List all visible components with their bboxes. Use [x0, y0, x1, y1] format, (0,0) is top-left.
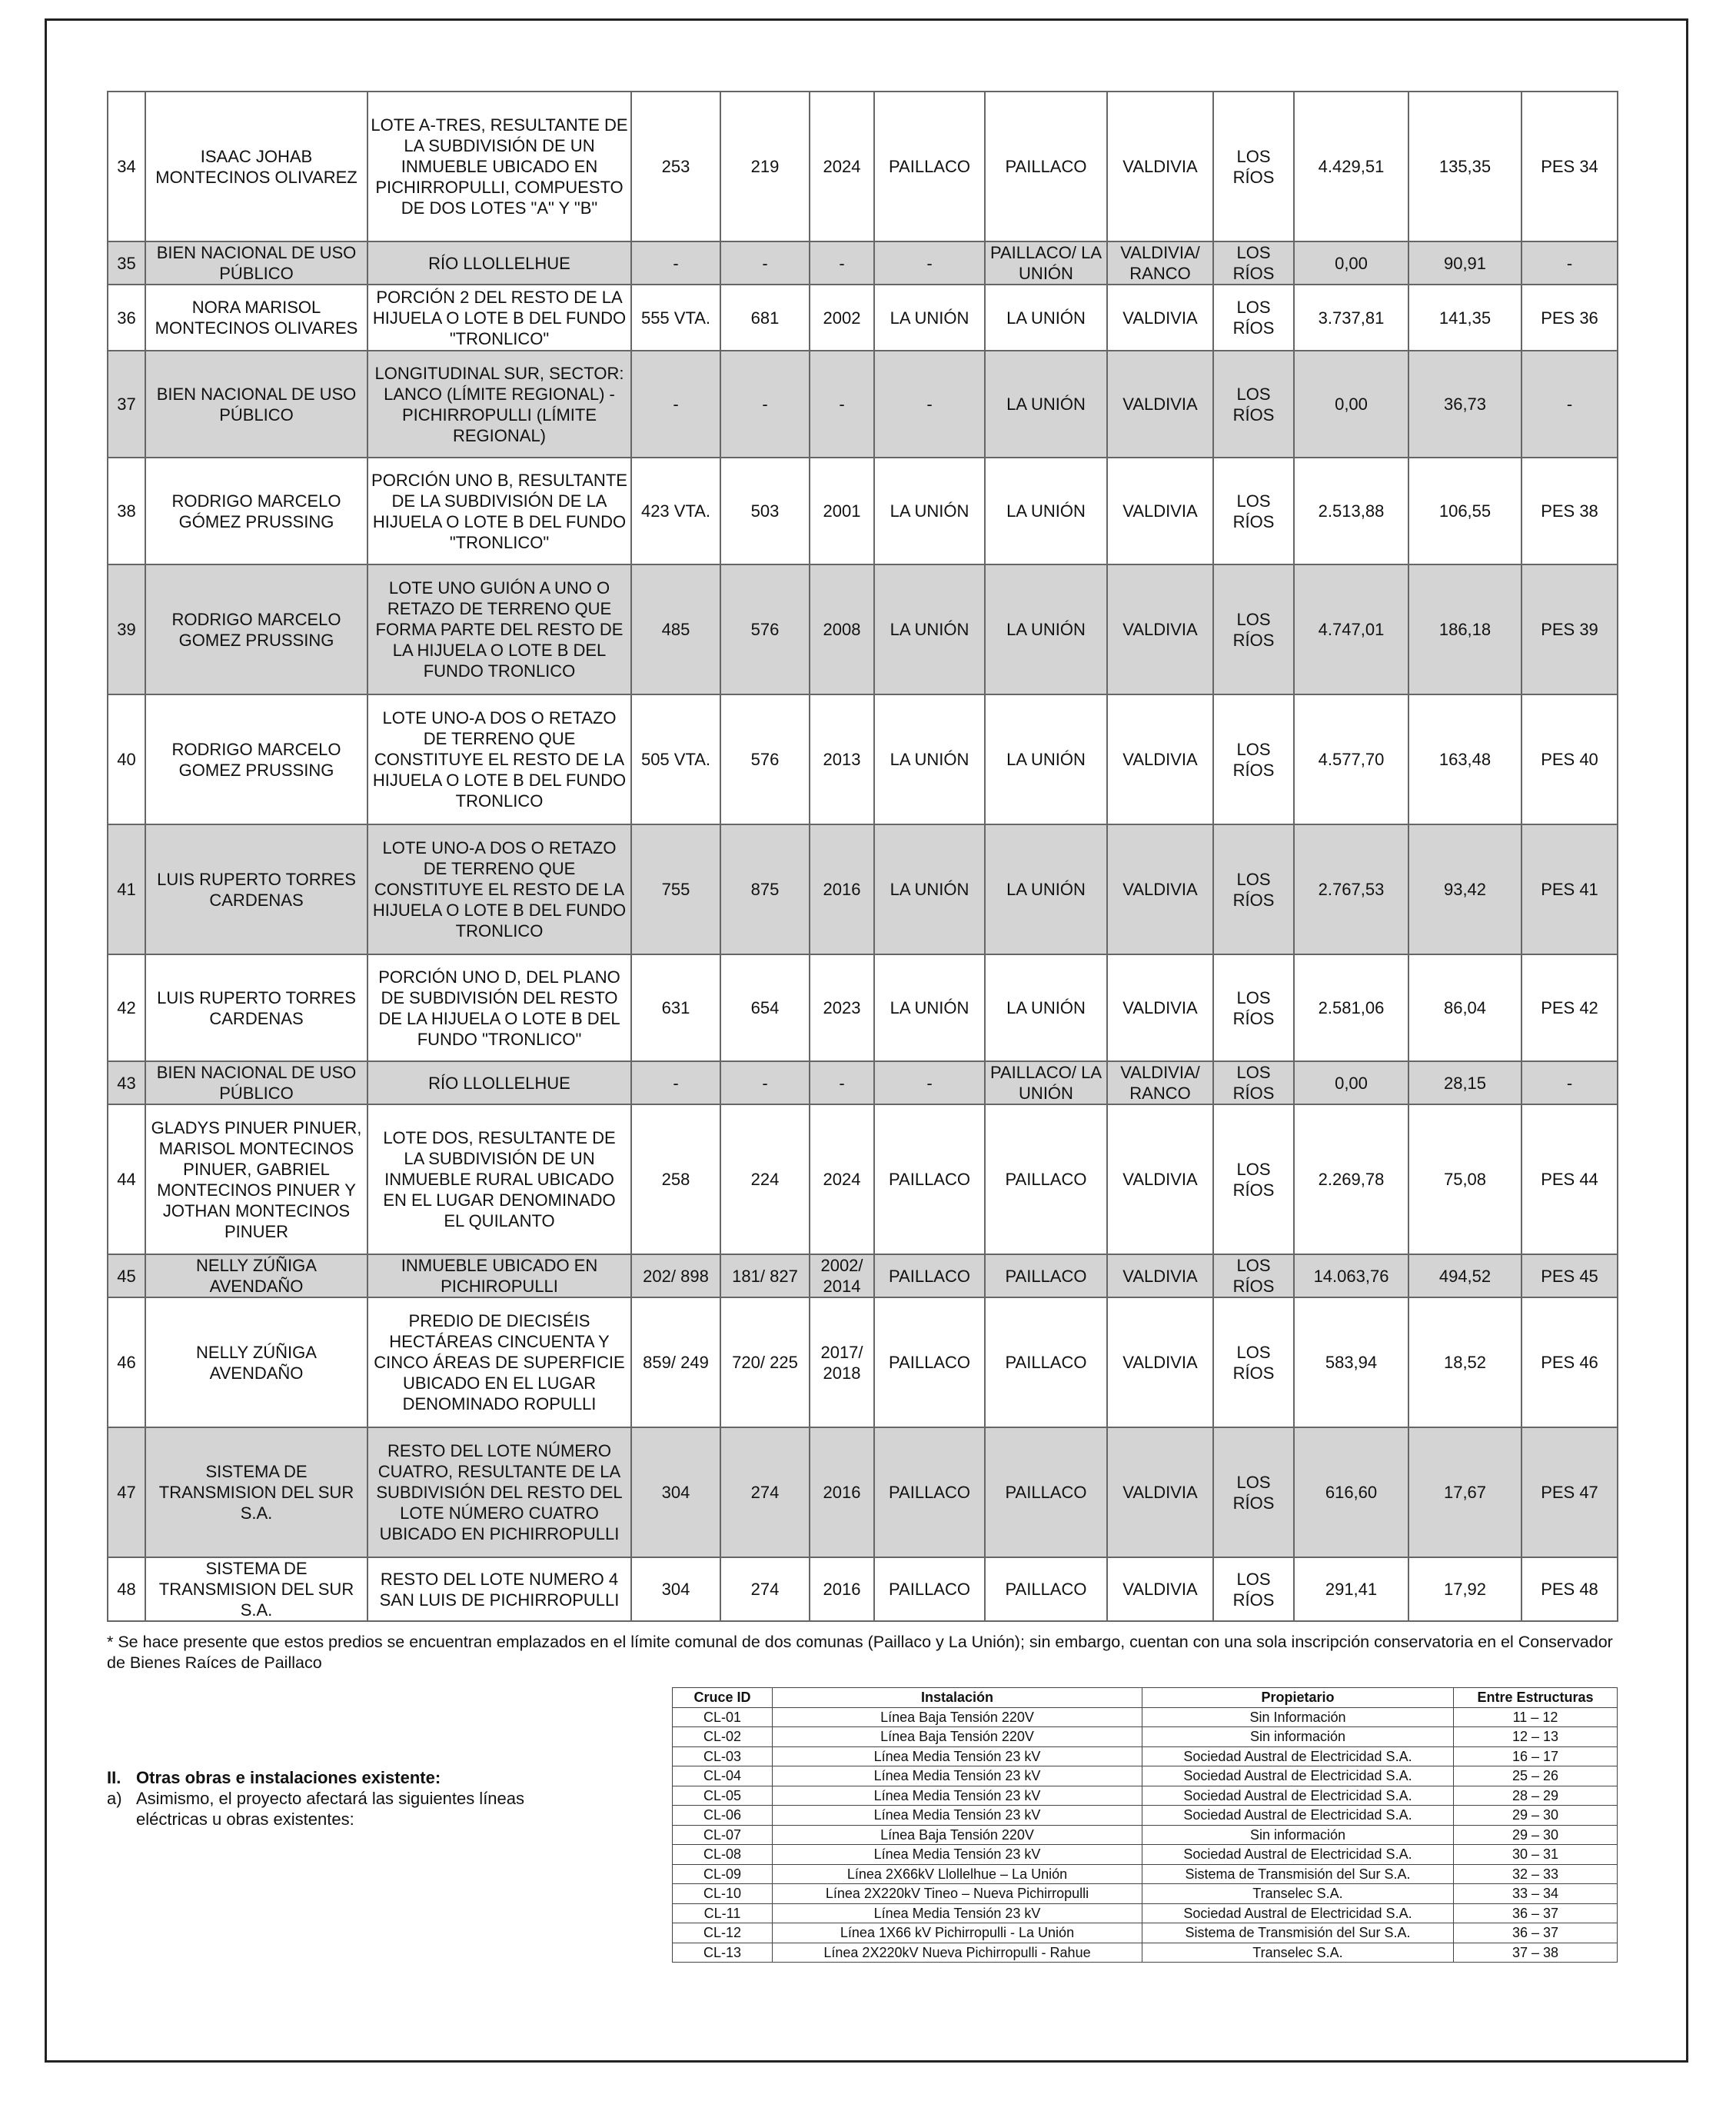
property-description-cell: LOTE DOS, RESULTANTE DE LA SUBDIVISIÓN DE UN INMUEBLE RURAL UBICADO EN EL LUGAR DENOMINADO EL QUILANTO: [367, 1104, 631, 1254]
year-cell: 2016: [810, 1427, 874, 1557]
inscription-number-cell: 224: [720, 1104, 810, 1254]
plan-id-cell: PES 45: [1521, 1254, 1618, 1297]
crossings-table: [672, 1687, 1618, 1963]
crossings-cell: Línea Media Tensión 23 kV: [773, 1766, 1142, 1786]
crossings-cell: CL-10: [673, 1884, 773, 1904]
length-cell: 36,73: [1408, 351, 1521, 458]
plan-id-cell: -: [1521, 351, 1618, 458]
owner-name-cell: NELLY ZÚÑIGA AVENDAÑO: [145, 1254, 367, 1297]
comuna-cell: PAILLACO: [985, 92, 1107, 241]
plan-id-cell: PES 41: [1521, 824, 1618, 954]
row-number-cell: 48: [108, 1557, 145, 1621]
area-cell: 2.581,06: [1294, 954, 1408, 1061]
row-number-cell: 43: [108, 1061, 145, 1104]
crossings-cell: Sin información: [1142, 1825, 1454, 1845]
table-row: [108, 694, 1618, 824]
province-cell: VALDIVIA: [1107, 1557, 1213, 1621]
property-description-cell: LOTE UNO-A DOS O RETAZO DE TERRENO QUE CONSTITUYE EL RESTO DE LA HIJUELA O LOTE B DEL FUNDO TRONLICO: [367, 824, 631, 954]
property-description-cell: RESTO DEL LOTE NUMERO 4 SAN LUIS DE PICHIRROPULLI: [367, 1557, 631, 1621]
comuna-cell: PAILLACO/ LA UNIÓN: [985, 241, 1107, 285]
section-other-works: [107, 1767, 599, 1830]
crossings-row: [673, 1943, 1618, 1963]
inscription-number-cell: 720/ 225: [720, 1297, 810, 1427]
fojas-cell: 631: [631, 954, 720, 1061]
conservador-cell: -: [874, 241, 985, 285]
length-cell: 106,55: [1408, 458, 1521, 564]
province-cell: VALDIVIA/ RANCO: [1107, 241, 1213, 285]
fojas-cell: 505 VTA.: [631, 694, 720, 824]
owner-name-cell: LUIS RUPERTO TORRES CARDENAS: [145, 954, 367, 1061]
region-cell: LOS RÍOS: [1213, 285, 1294, 351]
year-cell: 2017/ 2018: [810, 1297, 874, 1427]
conservador-cell: LA UNIÓN: [874, 285, 985, 351]
area-cell: 583,94: [1294, 1297, 1408, 1427]
province-cell: VALDIVIA: [1107, 458, 1213, 564]
fojas-cell: -: [631, 351, 720, 458]
comuna-cell: PAILLACO: [985, 1427, 1107, 1557]
length-cell: 86,04: [1408, 954, 1521, 1061]
length-cell: 90,91: [1408, 241, 1521, 285]
property-description-cell: LOTE UNO-A DOS O RETAZO DE TERRENO QUE CONSTITUYE EL RESTO DE LA HIJUELA O LOTE B DEL FUNDO TRONLICO: [367, 694, 631, 824]
owner-name-cell: BIEN NACIONAL DE USO PÚBLICO: [145, 241, 367, 285]
inscription-number-cell: 274: [720, 1557, 810, 1621]
length-cell: 141,35: [1408, 285, 1521, 351]
region-cell: LOS RÍOS: [1213, 1104, 1294, 1254]
year-cell: 2002/ 2014: [810, 1254, 874, 1297]
row-number-cell: 38: [108, 458, 145, 564]
plan-id-cell: PES 47: [1521, 1427, 1618, 1557]
conservador-cell: PAILLACO: [874, 1104, 985, 1254]
crossings-row: [673, 1825, 1618, 1845]
crossings-cell: Sin Información: [1142, 1707, 1454, 1727]
area-cell: 4.429,51: [1294, 92, 1408, 241]
crossings-row: [673, 1786, 1618, 1806]
crossings-cell: Sociedad Austral de Electricidad S.A.: [1142, 1903, 1454, 1923]
province-cell: VALDIVIA: [1107, 954, 1213, 1061]
inscription-number-cell: 503: [720, 458, 810, 564]
crossings-cell: CL-08: [673, 1845, 773, 1865]
crossings-cell: Línea Media Tensión 23 kV: [773, 1845, 1142, 1865]
fojas-cell: 755: [631, 824, 720, 954]
property-description-cell: LONGITUDINAL SUR, SECTOR: LANCO (LÍMITE REGIONAL) - PICHIRROPULLI (LÍMITE REGIONAL): [367, 351, 631, 458]
crossings-cell: Línea 2X220kV Tineo – Nueva Pichirropulli: [773, 1884, 1142, 1904]
crossings-header-cell: Instalación: [773, 1688, 1142, 1708]
province-cell: VALDIVIA: [1107, 285, 1213, 351]
fojas-cell: 423 VTA.: [631, 458, 720, 564]
table-row: [108, 351, 1618, 458]
crossings-cell: 11 – 12: [1454, 1707, 1618, 1727]
province-cell: VALDIVIA: [1107, 92, 1213, 241]
region-cell: LOS RÍOS: [1213, 1254, 1294, 1297]
row-number-cell: 41: [108, 824, 145, 954]
crossings-cell: CL-04: [673, 1766, 773, 1786]
crossings-cell: Sociedad Austral de Electricidad S.A.: [1142, 1766, 1454, 1786]
fojas-cell: 202/ 898: [631, 1254, 720, 1297]
crossings-cell: Sociedad Austral de Electricidad S.A.: [1142, 1806, 1454, 1826]
length-cell: 135,35: [1408, 92, 1521, 241]
crossings-cell: 29 – 30: [1454, 1825, 1618, 1845]
crossings-cell: 28 – 29: [1454, 1786, 1618, 1806]
area-cell: 4.577,70: [1294, 694, 1408, 824]
plan-id-cell: PES 38: [1521, 458, 1618, 564]
fojas-cell: -: [631, 241, 720, 285]
area-cell: 14.063,76: [1294, 1254, 1408, 1297]
plan-id-cell: -: [1521, 241, 1618, 285]
conservador-cell: PAILLACO: [874, 92, 985, 241]
crossings-cell: Línea 2X220kV Nueva Pichirropulli - Rahue: [773, 1943, 1142, 1963]
year-cell: -: [810, 351, 874, 458]
owner-name-cell: ISAAC JOHAB MONTECINOS OLIVAREZ: [145, 92, 367, 241]
province-cell: VALDIVIA/ RANCO: [1107, 1061, 1213, 1104]
area-cell: 291,41: [1294, 1557, 1408, 1621]
comuna-cell: PAILLACO: [985, 1104, 1107, 1254]
table-row: [108, 285, 1618, 351]
table-row: [108, 1557, 1618, 1621]
conservador-cell: PAILLACO: [874, 1254, 985, 1297]
crossings-cell: CL-02: [673, 1727, 773, 1747]
fojas-cell: 859/ 249: [631, 1297, 720, 1427]
comuna-cell: PAILLACO/ LA UNIÓN: [985, 1061, 1107, 1104]
crossings-cell: Transelec S.A.: [1142, 1884, 1454, 1904]
section-heading: [107, 1767, 599, 1788]
crossings-cell: CL-07: [673, 1825, 773, 1845]
property-description-cell: LOTE A-TRES, RESULTANTE DE LA SUBDIVISIÓN DE UN INMUEBLE UBICADO EN PICHIRROPULLI, COMPUESTO DE DOS LOTES "A" Y "B": [367, 92, 631, 241]
conservador-cell: LA UNIÓN: [874, 564, 985, 694]
fojas-cell: 555 VTA.: [631, 285, 720, 351]
length-cell: 18,52: [1408, 1297, 1521, 1427]
year-cell: 2008: [810, 564, 874, 694]
comuna-cell: PAILLACO: [985, 1297, 1107, 1427]
plan-id-cell: PES 46: [1521, 1297, 1618, 1427]
crossings-header-cell: Entre Estructuras: [1454, 1688, 1618, 1708]
property-description-cell: RESTO DEL LOTE NÚMERO CUATRO, RESULTANTE DE LA SUBDIVISIÓN DEL RESTO DEL LOTE NÚMERO CUATRO UBICADO EN PICHIRROPULLI: [367, 1427, 631, 1557]
conservador-cell: LA UNIÓN: [874, 694, 985, 824]
crossings-cell: Línea Baja Tensión 220V: [773, 1707, 1142, 1727]
province-cell: VALDIVIA: [1107, 694, 1213, 824]
row-number-cell: 39: [108, 564, 145, 694]
row-number-cell: 34: [108, 92, 145, 241]
crossings-cell: CL-05: [673, 1786, 773, 1806]
inscription-number-cell: 875: [720, 824, 810, 954]
crossings-cell: Línea Media Tensión 23 kV: [773, 1903, 1142, 1923]
crossings-cell: 33 – 34: [1454, 1884, 1618, 1904]
conservador-cell: LA UNIÓN: [874, 458, 985, 564]
table-row: [108, 1254, 1618, 1297]
comuna-cell: PAILLACO: [985, 1557, 1107, 1621]
area-cell: 4.747,01: [1294, 564, 1408, 694]
property-description-cell: RÍO LLOLLELHUE: [367, 241, 631, 285]
crossings-cell: CL-11: [673, 1903, 773, 1923]
province-cell: VALDIVIA: [1107, 564, 1213, 694]
crossings-header-cell: Cruce ID: [673, 1688, 773, 1708]
inscription-number-cell: 181/ 827: [720, 1254, 810, 1297]
table-row: [108, 1297, 1618, 1427]
crossings-cell: Línea Media Tensión 23 kV: [773, 1786, 1142, 1806]
crossings-cell: Línea Baja Tensión 220V: [773, 1825, 1142, 1845]
property-description-cell: PORCIÓN UNO D, DEL PLANO DE SUBDIVISIÓN DEL RESTO DE LA HIJUELA O LOTE B DEL FUNDO "TRONLICO": [367, 954, 631, 1061]
owner-name-cell: SISTEMA DE TRANSMISION DEL SUR S.A.: [145, 1427, 367, 1557]
year-cell: 2024: [810, 1104, 874, 1254]
conservador-cell: -: [874, 1061, 985, 1104]
length-cell: 494,52: [1408, 1254, 1521, 1297]
year-cell: 2013: [810, 694, 874, 824]
year-cell: -: [810, 1061, 874, 1104]
crossings-row: [673, 1727, 1618, 1747]
crossings-cell: CL-06: [673, 1806, 773, 1826]
property-description-cell: RÍO LLOLLELHUE: [367, 1061, 631, 1104]
area-cell: 3.737,81: [1294, 285, 1408, 351]
fojas-cell: 304: [631, 1427, 720, 1557]
property-description-cell: INMUEBLE UBICADO EN PICHIROPULLI: [367, 1254, 631, 1297]
conservador-cell: PAILLACO: [874, 1297, 985, 1427]
crossings-cell: 30 – 31: [1454, 1845, 1618, 1865]
area-cell: 2.767,53: [1294, 824, 1408, 954]
property-description-cell: PORCIÓN 2 DEL RESTO DE LA HIJUELA O LOTE B DEL FUNDO "TRONLICO": [367, 285, 631, 351]
region-cell: LOS RÍOS: [1213, 1061, 1294, 1104]
owner-name-cell: RODRIGO MARCELO GÓMEZ PRUSSING: [145, 458, 367, 564]
region-cell: LOS RÍOS: [1213, 1427, 1294, 1557]
length-cell: 17,67: [1408, 1427, 1521, 1557]
owner-name-cell: RODRIGO MARCELO GOMEZ PRUSSING: [145, 564, 367, 694]
crossings-cell: CL-03: [673, 1746, 773, 1766]
inscription-number-cell: 274: [720, 1427, 810, 1557]
row-number-cell: 46: [108, 1297, 145, 1427]
area-cell: 0,00: [1294, 241, 1408, 285]
table-row: [108, 564, 1618, 694]
inscription-number-cell: 576: [720, 694, 810, 824]
crossings-cell: 36 – 37: [1454, 1923, 1618, 1943]
length-cell: 163,48: [1408, 694, 1521, 824]
row-number-cell: 37: [108, 351, 145, 458]
inscription-number-cell: 576: [720, 564, 810, 694]
owner-name-cell: RODRIGO MARCELO GOMEZ PRUSSING: [145, 694, 367, 824]
crossings-row: [673, 1845, 1618, 1865]
inscription-number-cell: 681: [720, 285, 810, 351]
crossings-header-row: [673, 1688, 1618, 1708]
section-number: II.: [107, 1768, 121, 1787]
region-cell: LOS RÍOS: [1213, 92, 1294, 241]
conservador-cell: PAILLACO: [874, 1557, 985, 1621]
area-cell: 2.269,78: [1294, 1104, 1408, 1254]
length-cell: 93,42: [1408, 824, 1521, 954]
crossings-cell: Línea 1X66 kV Pichirropulli - La Unión: [773, 1923, 1142, 1943]
crossings-cell: Sociedad Austral de Electricidad S.A.: [1142, 1746, 1454, 1766]
comuna-cell: LA UNIÓN: [985, 824, 1107, 954]
row-number-cell: 42: [108, 954, 145, 1061]
comuna-cell: LA UNIÓN: [985, 458, 1107, 564]
item-text: Asimismo, el proyecto afectará las siguientes líneas eléctricas u obras existentes:: [136, 1789, 525, 1829]
crossings-cell: 37 – 38: [1454, 1943, 1618, 1963]
conservador-cell: LA UNIÓN: [874, 824, 985, 954]
crossings-row: [673, 1766, 1618, 1786]
province-cell: VALDIVIA: [1107, 1104, 1213, 1254]
crossings-cell: Sociedad Austral de Electricidad S.A.: [1142, 1845, 1454, 1865]
crossings-cell: 29 – 30: [1454, 1806, 1618, 1826]
comuna-cell: PAILLACO: [985, 1254, 1107, 1297]
owner-name-cell: NORA MARISOL MONTECINOS OLIVARES: [145, 285, 367, 351]
length-cell: 28,15: [1408, 1061, 1521, 1104]
plan-id-cell: PES 42: [1521, 954, 1618, 1061]
year-cell: 2016: [810, 824, 874, 954]
crossings-row: [673, 1884, 1618, 1904]
footnote: * Se hace presente que estos predios se encuentran emplazados en el límite comunal de dos comunas (Paillaco y La Unión); sin embargo, cuentan con una sola inscripción conservatoria en el Conservador de Bienes Raíces de Paillaco: [107, 1633, 1613, 1672]
crossings-cell: 12 – 13: [1454, 1727, 1618, 1747]
owner-name-cell: LUIS RUPERTO TORRES CARDENAS: [145, 824, 367, 954]
crossings-cell: 16 – 17: [1454, 1746, 1618, 1766]
table-row: [108, 458, 1618, 564]
crossings-cell: Línea Media Tensión 23 kV: [773, 1806, 1142, 1826]
length-cell: 17,92: [1408, 1557, 1521, 1621]
property-description-cell: PREDIO DE DIECISÉIS HECTÁREAS CINCUENTA Y CINCO ÁREAS DE SUPERFICIE UBICADO EN EL LUGAR DENOMINADO ROPULLI: [367, 1297, 631, 1427]
owner-name-cell: SISTEMA DE TRANSMISION DEL SUR S.A.: [145, 1557, 367, 1621]
crossings-cell: 25 – 26: [1454, 1766, 1618, 1786]
region-cell: LOS RÍOS: [1213, 694, 1294, 824]
plan-id-cell: PES 44: [1521, 1104, 1618, 1254]
region-cell: LOS RÍOS: [1213, 824, 1294, 954]
year-cell: -: [810, 241, 874, 285]
table-row: [108, 1104, 1618, 1254]
region-cell: LOS RÍOS: [1213, 1557, 1294, 1621]
crossings-row: [673, 1923, 1618, 1943]
plan-id-cell: PES 34: [1521, 92, 1618, 241]
table-row: [108, 824, 1618, 954]
comuna-cell: LA UNIÓN: [985, 694, 1107, 824]
property-description-cell: PORCIÓN UNO B, RESULTANTE DE LA SUBDIVISIÓN DE LA HIJUELA O LOTE B DEL FUNDO "TRONLICO": [367, 458, 631, 564]
inscription-number-cell: 654: [720, 954, 810, 1061]
inscription-number-cell: -: [720, 1061, 810, 1104]
length-cell: 186,18: [1408, 564, 1521, 694]
crossings-row: [673, 1746, 1618, 1766]
year-cell: 2002: [810, 285, 874, 351]
conservador-cell: -: [874, 351, 985, 458]
province-cell: VALDIVIA: [1107, 1297, 1213, 1427]
comuna-cell: LA UNIÓN: [985, 285, 1107, 351]
row-number-cell: 40: [108, 694, 145, 824]
crossings-row: [673, 1864, 1618, 1884]
conservador-cell: LA UNIÓN: [874, 954, 985, 1061]
region-cell: LOS RÍOS: [1213, 1297, 1294, 1427]
plan-id-cell: PES 36: [1521, 285, 1618, 351]
crossings-cell: CL-13: [673, 1943, 773, 1963]
row-number-cell: 44: [108, 1104, 145, 1254]
crossings-row: [673, 1707, 1618, 1727]
crossings-row: [673, 1903, 1618, 1923]
inscription-number-cell: -: [720, 351, 810, 458]
length-cell: 75,08: [1408, 1104, 1521, 1254]
owner-name-cell: GLADYS PINUER PINUER, MARISOL MONTECINOS PINUER, GABRIEL MONTECINOS PINUER Y JOTHAN MONTECINOS PINUER: [145, 1104, 367, 1254]
fojas-cell: 258: [631, 1104, 720, 1254]
property-description-cell: LOTE UNO GUIÓN A UNO O RETAZO DE TERRENO QUE FORMA PARTE DEL RESTO DE LA HIJUELA O LOTE B DEL FUNDO TRONLICO: [367, 564, 631, 694]
crossings-cell: Sociedad Austral de Electricidad S.A.: [1142, 1786, 1454, 1806]
area-cell: 0,00: [1294, 351, 1408, 458]
province-cell: VALDIVIA: [1107, 824, 1213, 954]
owner-name-cell: NELLY ZÚÑIGA AVENDAÑO: [145, 1297, 367, 1427]
owner-name-cell: BIEN NACIONAL DE USO PÚBLICO: [145, 1061, 367, 1104]
row-number-cell: 36: [108, 285, 145, 351]
row-number-cell: 35: [108, 241, 145, 285]
province-cell: VALDIVIA: [1107, 1254, 1213, 1297]
fojas-cell: -: [631, 1061, 720, 1104]
table-row: [108, 1061, 1618, 1104]
table-row: [108, 1427, 1618, 1557]
crossings-cell: Sin información: [1142, 1727, 1454, 1747]
crossings-row: [673, 1806, 1618, 1826]
conservador-cell: PAILLACO: [874, 1427, 985, 1557]
crossings-cell: Sistema de Transmisión del Sur S.A.: [1142, 1864, 1454, 1884]
fojas-cell: 304: [631, 1557, 720, 1621]
crossings-cell: Transelec S.A.: [1142, 1943, 1454, 1963]
fojas-cell: 253: [631, 92, 720, 241]
owner-name-cell: BIEN NACIONAL DE USO PÚBLICO: [145, 351, 367, 458]
inscription-number-cell: -: [720, 241, 810, 285]
comuna-cell: LA UNIÓN: [985, 351, 1107, 458]
year-cell: 2016: [810, 1557, 874, 1621]
area-cell: 2.513,88: [1294, 458, 1408, 564]
item-letter: a): [107, 1789, 122, 1808]
crossings-cell: 36 – 37: [1454, 1903, 1618, 1923]
crossings-cell: Línea 2X66kV Llollelhue – La Unión: [773, 1864, 1142, 1884]
table-row: [108, 92, 1618, 241]
region-cell: LOS RÍOS: [1213, 351, 1294, 458]
crossings-cell: CL-09: [673, 1864, 773, 1884]
region-cell: LOS RÍOS: [1213, 564, 1294, 694]
crossings-cell: CL-12: [673, 1923, 773, 1943]
area-cell: 616,60: [1294, 1427, 1408, 1557]
crossings-header-cell: Propietario: [1142, 1688, 1454, 1708]
property-table: [107, 91, 1618, 1622]
region-cell: LOS RÍOS: [1213, 241, 1294, 285]
comuna-cell: LA UNIÓN: [985, 954, 1107, 1061]
crossings-cell: 32 – 33: [1454, 1864, 1618, 1884]
table-row: [108, 241, 1618, 285]
year-cell: 2001: [810, 458, 874, 564]
region-cell: LOS RÍOS: [1213, 458, 1294, 564]
fojas-cell: 485: [631, 564, 720, 694]
year-cell: 2023: [810, 954, 874, 1061]
comuna-cell: LA UNIÓN: [985, 564, 1107, 694]
year-cell: 2024: [810, 92, 874, 241]
plan-id-cell: PES 40: [1521, 694, 1618, 824]
inscription-number-cell: 219: [720, 92, 810, 241]
section-item: [107, 1788, 599, 1830]
area-cell: 0,00: [1294, 1061, 1408, 1104]
province-cell: VALDIVIA: [1107, 351, 1213, 458]
crossings-cell: Línea Baja Tensión 220V: [773, 1727, 1142, 1747]
section-title: Otras obras e instalaciones existente:: [136, 1768, 441, 1787]
crossings-cell: Sistema de Transmisión del Sur S.A.: [1142, 1923, 1454, 1943]
crossings-cell: Línea Media Tensión 23 kV: [773, 1746, 1142, 1766]
table-row: [108, 954, 1618, 1061]
plan-id-cell: -: [1521, 1061, 1618, 1104]
row-number-cell: 45: [108, 1254, 145, 1297]
province-cell: VALDIVIA: [1107, 1427, 1213, 1557]
row-number-cell: 47: [108, 1427, 145, 1557]
plan-id-cell: PES 48: [1521, 1557, 1618, 1621]
plan-id-cell: PES 39: [1521, 564, 1618, 694]
crossings-cell: CL-01: [673, 1707, 773, 1727]
region-cell: LOS RÍOS: [1213, 954, 1294, 1061]
